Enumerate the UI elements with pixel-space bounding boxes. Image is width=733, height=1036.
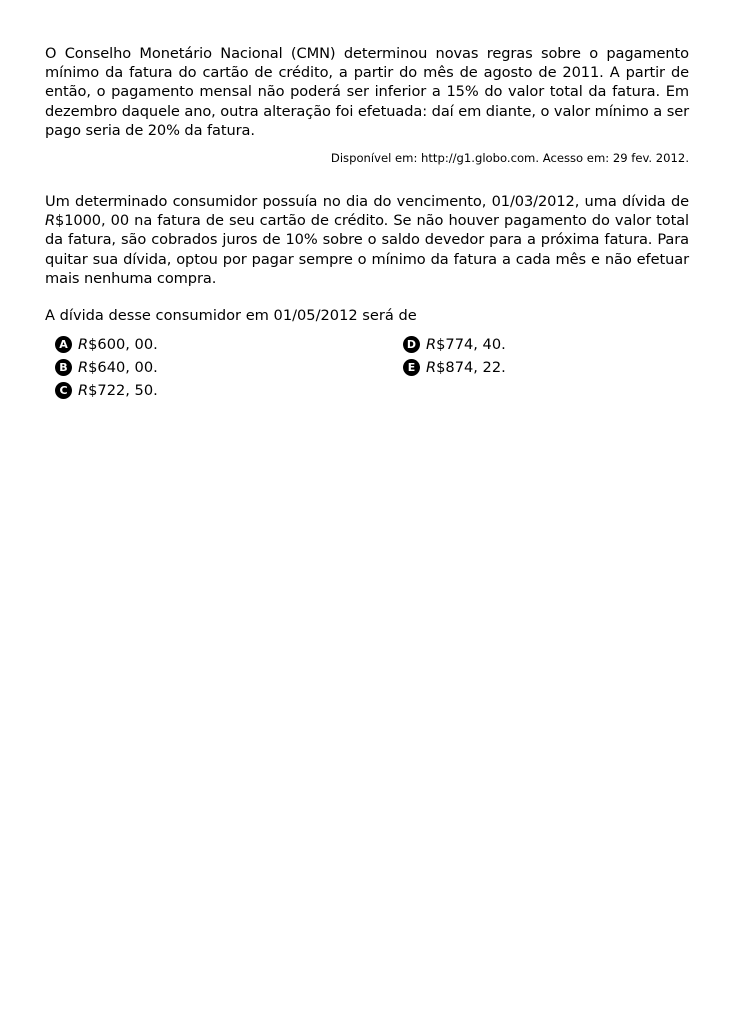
option-b[interactable] (55, 356, 158, 379)
question-page (45, 44, 689, 405)
option-a-text: R$600, 00. (78, 335, 158, 353)
option-d-text: R$774, 40. (426, 335, 506, 353)
scenario-text-part2: na fatura de seu cartão de crédito. Se não houver pagamento do valor total da fatura, são cobrados juros de 10% sobre o saldo devedor para a próxima fatura. Para quitar sua dívida, optou por pagar sempre o mínimo da fatura a cada mês e não efetuar mais nenhuma compra. (45, 212, 689, 287)
option-e-letter-badge-icon: E (403, 359, 420, 376)
source-citation: Disponível em: http://g1.globo.com. Acesso em: 29 fev. 2012. (330, 151, 689, 166)
option-d-letter-badge-icon: D (403, 336, 420, 353)
intro-paragraph: O Conselho Monetário Nacional (CMN) determinou novas regras sobre o pagamento mínimo da fatura do cartão de crédito, a partir do mês de agosto de 2011. A partir de então, o pagamento mensal não poderá ser inferior a 15% do valor total da fatura. Em dezembro daquele ano, outra alteração foi efetuada: daí em diante, o valor mínimo a ser pago seria de 20% da fatura. (45, 45, 689, 139)
debt-amount: $1000, 00 (55, 212, 130, 230)
scenario-paragraph (45, 192, 689, 288)
option-e[interactable] (403, 356, 506, 379)
option-a-letter-badge-icon: A (55, 336, 72, 353)
option-c-text: R$722, 50. (78, 381, 158, 399)
question-stem: A dívida desse consumidor em 01/05/2012 será de (45, 307, 417, 325)
currency-symbol: R (45, 212, 56, 230)
answer-options (45, 333, 689, 405)
option-e-text: R$874, 22. (426, 358, 506, 376)
option-b-text: R$640, 00. (78, 358, 158, 376)
option-d[interactable] (403, 333, 506, 356)
option-b-letter-badge-icon: B (55, 359, 72, 376)
scenario-text-part1: Um determinado consumidor possuía no dia do vencimento, 01/03/2012, uma dívida de (45, 193, 689, 211)
option-c[interactable] (55, 379, 158, 402)
option-a[interactable] (55, 333, 158, 356)
option-c-letter-badge-icon: C (55, 382, 72, 399)
